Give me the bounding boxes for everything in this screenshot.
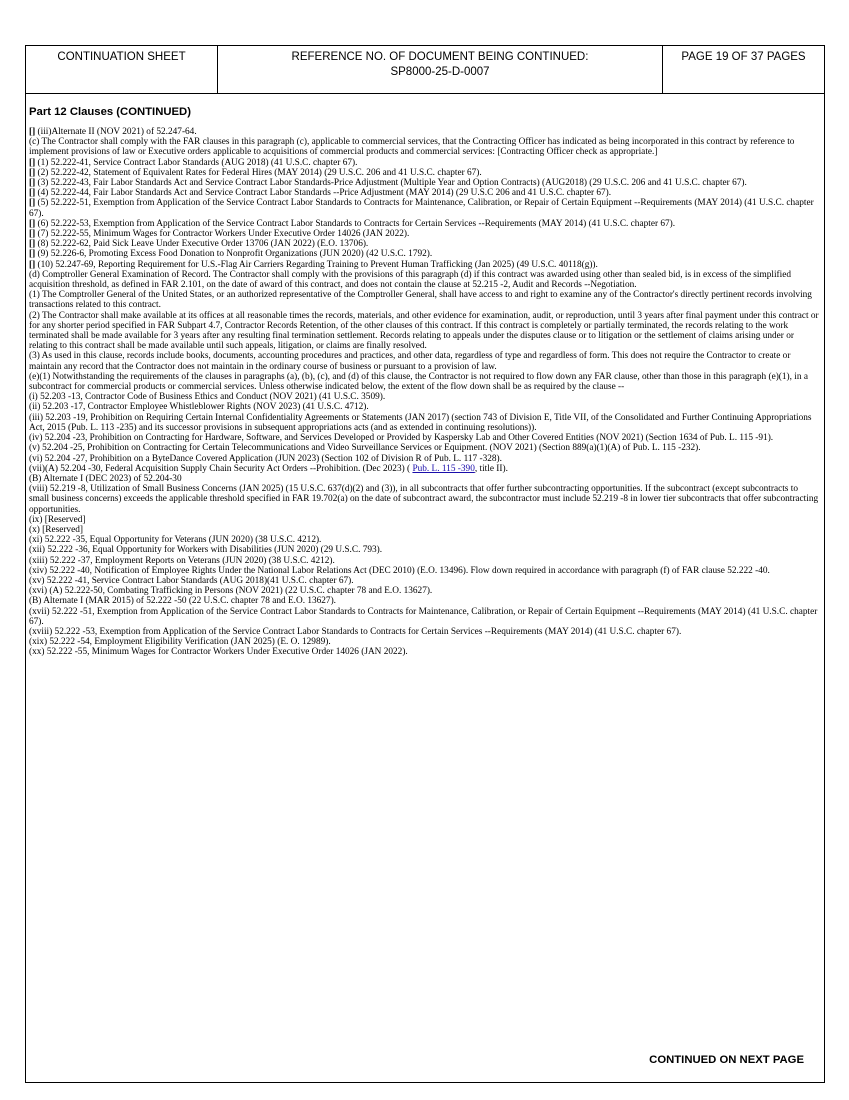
clause-line: [29, 464, 819, 474]
clause-text: (viii) 52.219 -8, Utilization of Small Business Concerns (JAN 2025) (15 U.S.C. 637(d)(2) and (3)), in all subcontracts that offer further subcontracting opportunities. If the subcontract (except subcontracts to small business concerns) exceeds the applicable threshold specified in FAR 19.702(a) on the date of subcontract award, the subcontractor must include 52.219 -8 in lower tier subcontracts that offer subcontracting opportunities.: [29, 484, 819, 515]
clause-line: [29, 556, 819, 566]
clause-line: [29, 158, 819, 168]
clause-text: (iii)Alternate II (NOV 2021) of 52.247-64.: [35, 127, 197, 137]
clause-line: [29, 576, 819, 586]
page-count: PAGE 19 OF 37 PAGES: [681, 51, 806, 63]
checkbox-marker: []: [29, 127, 36, 137]
clause-line: [29, 290, 819, 310]
clause-line: [29, 413, 819, 433]
checkbox-marker: []: [29, 157, 36, 168]
clause-line: [29, 586, 819, 596]
clause-line: [29, 566, 819, 576]
clause-line: [29, 647, 819, 657]
clause-text: (xix) 52.222 -54, Employment Eligibility Verification (JAN 2025) (E. O. 12989).: [29, 637, 331, 648]
clause-line: [29, 515, 819, 525]
checkbox-marker: []: [29, 198, 36, 209]
continued-footer: CONTINUED ON NEXT PAGE: [649, 1054, 804, 1066]
page-count-cell: [663, 46, 824, 93]
clause-line: [29, 137, 819, 157]
clause-line: [29, 474, 819, 484]
clause-text-tail: , title II).: [474, 463, 508, 474]
checkbox-marker: []: [29, 178, 36, 189]
clause-text: (1) The Comptroller General of the United States, or an authorized representative of the Comptroller General, shall have access to and right to examine any of the Contractor's directly pertinent records involving transactions related to this contract.: [29, 290, 812, 311]
clause-text: (xv) 52.222 -41, Service Contract Labor Standards (AUG 2018)(41 U.S.C. chapter 67).: [29, 575, 354, 586]
clause-text: (iii) 52.203 -19, Prohibition on Requiring Certain Internal Confidentiality Agreements or Statements (JAN 2017) (section 743 of Division E, Title VII, of the Consolidated and Further Continuing Appropriations Act, 2015 (Pub. L. 113 -235) and its successor provisions in subsequent appropriations acts (and as extended in continuing resolutions)).: [29, 412, 812, 433]
public-law-link[interactable]: Pub. L. 115 -390: [412, 463, 475, 474]
clause-text: (ix) [Reserved]: [29, 514, 86, 525]
clause-text: (10) 52.247-69, Reporting Requirement for U.S.-Flag Air Carriers Regarding Training to Prevent Human Trafficking (Jan 2025) (49 U.S.C. 40118(g)).: [35, 259, 598, 270]
sheet-header: [26, 46, 824, 94]
clause-text: (xiii) 52.222 -37, Employment Reports on Veterans (JUN 2020) (38 U.S.C. 4212).: [29, 555, 335, 566]
clause-text: (xviii) 52.222 -53, Exemption from Application of the Service Contract Labor Standards to Contracts for Certain Services --Requirements (MAY 2014) (41 U.S.C. chapter 67).: [29, 626, 682, 637]
clause-line: [29, 229, 819, 239]
clause-line: [29, 402, 819, 412]
clause-line: [29, 433, 819, 443]
clause-text: (d) Comptroller General Examination of Record. The Contractor shall comply with the provisions of this paragraph (d) if this contract was awarded using other than sealed bid, is in excess of the simplified acquisition threshold, as defined in FAR 2.101, on the date of award of this contract, and does not contain the clause at 52.215 -2, Audit and Records --Negotiation.: [29, 269, 791, 291]
reference-number: SP8000-25-D-0007: [390, 66, 490, 78]
clause-text: (3) As used in this clause, records include books, documents, accounting procedures and practices, and other data, regardless of type and regardless of form. This does not require the Contractor to create or maintain any record that the Contractor does not maintain in the ordinary course of business or pursuant to a provision of law.: [29, 351, 791, 372]
clause-text: (B) Alternate I (DEC 2023) of 52.204-30: [29, 473, 182, 484]
checkbox-marker: []: [29, 188, 36, 199]
clause-text: (xi) 52.222 -35, Equal Opportunity for Veterans (JUN 2020) (38 U.S.C. 4212).: [29, 535, 322, 546]
clause-text: (v) 52.204 -25, Prohibition on Contracting for Certain Telecommunications and Video Surveillance Services or Equipment. (NOV 2021) (Section 889(a)(1)(A) of Pub. L. 115 -232).: [29, 443, 701, 454]
clause-text: (7) 52.222-55, Minimum Wages for Contractor Workers Under Executive Order 14026 (JAN 2022).: [35, 229, 410, 240]
clause-text: (B) Alternate I (MAR 2015) of 52.222 -50 (22 U.S.C. chapter 78 and E.O. 13627).: [29, 596, 337, 607]
checkbox-marker: []: [29, 239, 36, 250]
clause-line: [29, 168, 819, 178]
clause-line: [29, 270, 819, 290]
clause-line: [29, 596, 819, 606]
clause-text: (xiv) 52.222 -40, Notification of Employee Rights Under the National Labor Relations Act (DEC 2010) (E.O. 13496). Flow down required in accordance with paragraph (f) of FAR clause 52.222 -40.: [29, 565, 770, 576]
clause-text: (iv) 52.204 -23, Prohibition on Contracting for Hardware, Software, and Services Developed or Provided by Kaspersky Lab and Other Covered Entities (NOV 2021) (Section 1634 of Pub. L. 115 -91).: [29, 433, 774, 444]
clause-line: [29, 443, 819, 453]
clause-text: (xvii) 52.222 -51, Exemption from Application of the Service Contract Labor Standards to Contracts for Maintenance, Calibration, or Repair of Certain Equipment --Requirements (MAY 2014) (41 U.S.C. chapter 67).: [29, 606, 818, 627]
checkbox-marker: []: [29, 249, 36, 260]
clause-text: (2) The Contractor shall make available at its offices at all reasonable times the records, materials, and other evidence for examination, audit, or reproduction, until 3 years after final payment under this contract or for any shorter period specified in FAR Subpart 4.7, Contractor Records Retention, of the other clauses of this contract. If this contract is completely or partially terminated, the records relating to the work terminated shall be made available for 3 years after any resulting final termination settlement. Records relating to appeals under the disputes clause or to litigation or the settlement of claims arising under or relating to this contract shall be made available until such appeals, litigation, or claims are finally resolved.: [29, 310, 819, 352]
section-title: Part 12 Clauses (CONTINUED): [29, 106, 191, 118]
clause-line: [29, 198, 819, 218]
sheet-type: CONTINUATION SHEET: [57, 51, 186, 63]
clause-text: (5) 52.222-51, Exemption from Application of the Service Contract Labor Standards to Contracts for Maintenance, Calibration, or Repair of Certain Equipment --Requirements (MAY 2014) (41 U.S.C. chapter 67).: [29, 198, 814, 219]
clause-text: (x) [Reserved]: [29, 524, 83, 535]
clause-line: [29, 637, 819, 647]
checkbox-marker: []: [29, 218, 36, 229]
continuation-sheet: [25, 45, 825, 1083]
clause-text: (2) 52.222-42, Statement of Equivalent Rates for Federal Hires (MAY 2014) (29 U.S.C. 206 and 41 U.S.C. chapter 67).: [35, 167, 482, 178]
clause-line: [29, 484, 819, 515]
clause-line: [29, 454, 819, 464]
clause-text: (xx) 52.222 -55, Minimum Wages for Contractor Workers Under Executive Order 14026 (JAN 2022).: [29, 647, 408, 658]
clause-text: (9) 52.226-6, Promoting Excess Food Donation to Nonprofit Organizations (JUN 2020) (42 U.S.C. 1792).: [35, 249, 433, 260]
clause-line: [29, 178, 819, 188]
clause-text: (xii) 52.222 -36, Equal Opportunity for Workers with Disabilities (JUN 2020) (29 U.S.C. 793).: [29, 545, 383, 556]
clause-text: (c) The Contractor shall comply with the FAR clauses in this paragraph (c), applicable to commercial services, that the Contracting Officer has indicated as being incorporated in this contract by reference to implement provisions of law or Executive orders applicable to acquisitions of commercial products and commercial services: [Contracting Officer check as appropriate.]: [29, 137, 795, 158]
clause-text: (vi) 52.204 -27, Prohibition on a ByteDance Covered Application (JUN 2023) (Section 102 of Division R of Pub. L. 117 -328).: [29, 453, 502, 464]
clause-line: [29, 372, 819, 392]
clause-line: [29, 239, 819, 249]
clause-line: [29, 311, 819, 352]
checkbox-marker: []: [29, 229, 36, 240]
clause-text: (e)(1) Notwithstanding the requirements of the clauses in paragraphs (a), (b), (c), and (d) of this clause, the Contractor is not required to flow down any FAR clause, other than those in this paragraph (e)(1), in a subcontract for commercial products or commercial services. Unless otherwise indicated below, the extent of the flow down shall be as required by the clause --: [29, 371, 808, 393]
clause-line: [29, 392, 819, 402]
clause-text: (i) 52.203 -13, Contractor Code of Business Ethics and Conduct (NOV 2021) (41 U.S.C. 3509).: [29, 392, 386, 403]
clause-line: [29, 351, 819, 371]
clause-text: (3) 52.222-43, Fair Labor Standards Act and Service Contract Labor Standards-Price Adjustment (Multiple Year and Option Contracts) (AUG2018) (29 U.S.C. 206 and 41 U.S.C. chapter 67).: [35, 178, 747, 189]
clause-text: (xvi) (A) 52.222-50, Combating Trafficking in Persons (NOV 2021) (22 U.S.C. chapter 78 and E.O. 13627).: [29, 586, 433, 597]
clause-text: (8) 52.222-62, Paid Sick Leave Under Executive Order 13706 (JAN 2022) (E.O. 13706).: [35, 239, 369, 250]
clause-line: [29, 188, 819, 198]
clause-text: (1) 52.222-41, Service Contract Labor Standards (AUG 2018) (41 U.S.C. chapter 67).: [35, 157, 358, 168]
clause-line: [29, 525, 819, 535]
clause-line: [29, 607, 819, 627]
reference-number-cell: [218, 46, 663, 93]
clause-text: (4) 52.222-44, Fair Labor Standards Act and Service Contract Labor Standards --Price Adjustment (MAY 2014) (29 U.S.C 206 and 41 U.S.C. chapter 67).: [35, 188, 612, 199]
clause-line: [29, 535, 819, 545]
clause-line: [29, 219, 819, 229]
clause-body: [29, 127, 819, 658]
clause-line: [29, 545, 819, 555]
reference-label: REFERENCE NO. OF DOCUMENT BEING CONTINUED:: [291, 51, 589, 63]
clause-line: [29, 249, 819, 259]
checkbox-marker: []: [29, 167, 36, 178]
clause-text: (vii)(A) 52.204 -30, Federal Acquisition Supply Chain Security Act Orders --Prohibition. (Dec 2023) (: [29, 463, 413, 474]
sheet-type-cell: [26, 46, 218, 93]
clause-text: (6) 52.222-53, Exemption from Application of the Service Contract Labor Standards to Contracts for Certain Services --Requirements (MAY 2014) (41 U.S.C. chapter 67).: [35, 218, 676, 229]
clause-line: [29, 627, 819, 637]
clause-line: [29, 260, 819, 270]
clause-line: [29, 127, 819, 137]
checkbox-marker: []: [29, 259, 36, 270]
clause-text: (ii) 52.203 -17, Contractor Employee Whistleblower Rights (NOV 2023) (41 U.S.C. 4712).: [29, 402, 369, 413]
